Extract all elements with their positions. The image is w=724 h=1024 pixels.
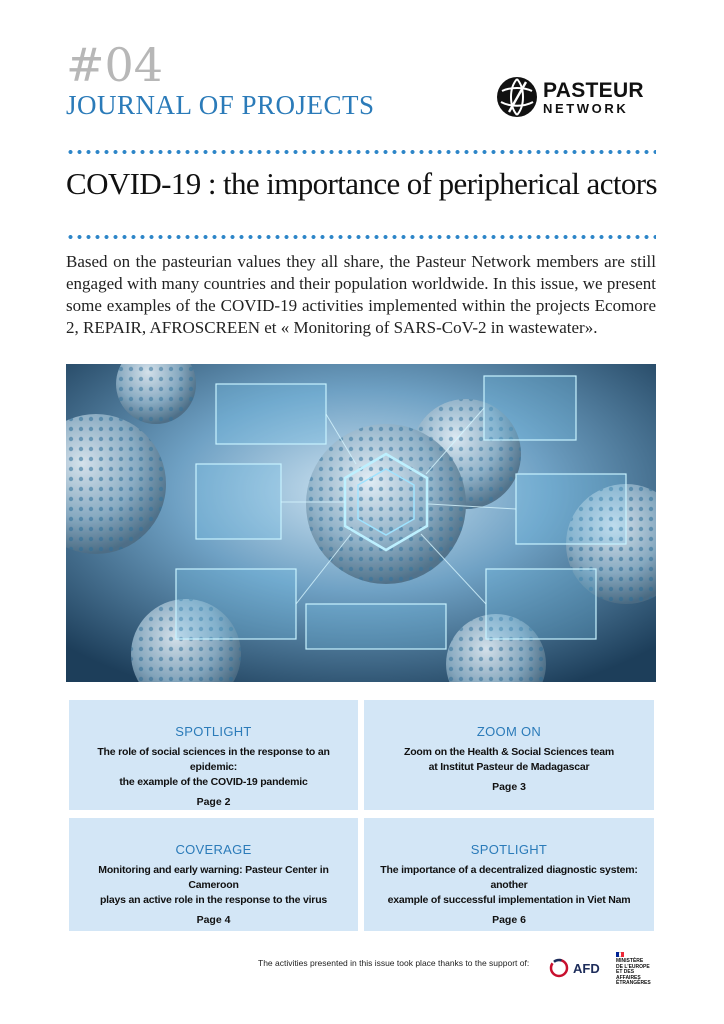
afd-label: AFD	[573, 960, 600, 976]
ministere-line: ET DES AFFAIRES	[616, 969, 641, 981]
card-desc-line: the example of the COVID-19 pandemic	[119, 776, 308, 788]
ministere-logo	[616, 952, 656, 987]
afd-logo	[549, 958, 600, 978]
french-flag-icon	[616, 952, 624, 957]
afd-ring-icon	[549, 958, 569, 978]
journal-title: JOURNAL OF PROJECTS	[66, 90, 375, 120]
card-page: Page 3	[492, 781, 526, 793]
card-desc-line: Zoom on the Health & Social Sciences team	[403, 746, 615, 758]
card-label: COVERAGE	[175, 842, 252, 857]
ministere-line: ÉTRANGÈRES	[616, 980, 651, 986]
card-desc-line: Monitoring and early warning: Pasteur Center in Cameroon	[98, 864, 329, 891]
card-desc-line: The role of social sciences in the response to an epidemic:	[97, 746, 330, 773]
ministere-line: MINISTÈRE	[616, 958, 644, 964]
hero-virus-image	[66, 364, 656, 682]
card-spotlight-social-sciences[interactable]	[69, 700, 358, 810]
dotted-divider-bottom	[66, 234, 656, 240]
card-desc-line: example of successful implementation in Viet Nam	[387, 894, 631, 906]
card-page: Page 6	[492, 914, 526, 926]
issue-number: #04	[66, 38, 164, 92]
card-spotlight-viet-nam[interactable]	[364, 818, 654, 931]
card-label: ZOOM ON	[476, 724, 542, 739]
pasteur-network-logo	[496, 76, 644, 118]
card-coverage-cameroon[interactable]	[69, 818, 358, 931]
card-page: Page 4	[196, 914, 231, 926]
card-label: SPOTLIGHT	[470, 842, 548, 857]
card-desc-line: plays an active role in the response to the virus	[99, 894, 328, 906]
card-page: Page 2	[196, 796, 231, 808]
card-desc-line: at Institut Pasteur de Madagascar	[428, 761, 590, 773]
dotted-divider-top	[66, 149, 656, 155]
logo-top-text: PASTEUR	[543, 78, 644, 102]
card-label: SPOTLIGHT	[175, 724, 252, 739]
card-desc-line: The importance of a decentralized diagnostic system: another	[380, 864, 638, 891]
support-text: The activities presented in this issue took place thanks to the support of:	[258, 958, 530, 968]
card-zoom-on-madagascar[interactable]	[364, 700, 654, 810]
logo-bottom-text: NETWORK	[543, 100, 629, 116]
main-heading: COVID-19 : the importance of peripherical actors	[66, 166, 657, 201]
ministere-line: DE L'EUROPE	[616, 963, 650, 970]
globe-icon	[496, 76, 538, 118]
intro-paragraph: Based on the pasteurian values they all share, the Pasteur Network members are still engaged with many countries and their population worldwide. In this issue, we present some examples of the COVID-19 activities implemented within the projects Ecomore 2, REPAIR, AFROSCREEN et « Monitoring of SARS-CoV-2 in wastewater».	[66, 252, 656, 337]
